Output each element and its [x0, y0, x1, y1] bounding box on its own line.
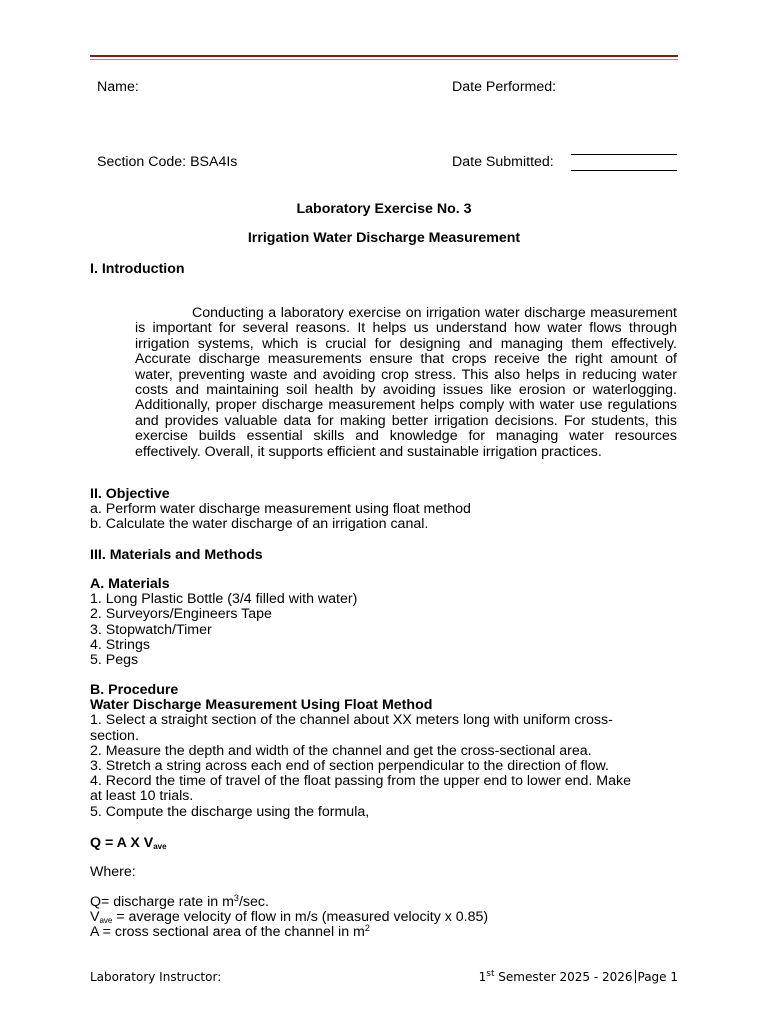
semester-number: 1	[478, 970, 487, 984]
q-definition	[90, 895, 680, 910]
v-symbol: V	[90, 909, 100, 926]
procedure-line: 3. Stretch a string across each end of section perpendicular to the direction of flow.	[90, 758, 609, 775]
materials-heading: A. Materials	[90, 576, 170, 592]
date-submitted-line-bottom	[571, 170, 677, 171]
footer-instructor: Laboratory Instructor:	[90, 970, 222, 984]
objective-item: a. Perform water discharge measurement using float method	[90, 501, 471, 518]
materials-methods-heading: III. Materials and Methods	[90, 547, 263, 563]
definitions	[90, 895, 680, 941]
semester-text: Semester 2025 - 2026	[494, 970, 633, 984]
a-definition	[90, 925, 680, 940]
where-label: Where:	[90, 864, 136, 880]
objective-item: b. Calculate the water discharge of an irrigation canal.	[90, 516, 429, 533]
introduction-heading: I. Introduction	[90, 261, 185, 277]
objective-section	[90, 487, 680, 533]
q-definition-tail: /sec.	[238, 894, 269, 910]
section-code-label: Section Code: BSA4Is	[97, 154, 238, 170]
introduction-paragraph: Conducting a laboratory exercise on irrigation water discharge measurement is important for several reasons. It helps us understand how water flows through irrigation systems, which is crucial for designing and managing them effectively. Accurate discharge measurements ensure that crops receive the right amount of water, preventing waste and avoiding crop stress. This also helps in reducing water costs and maintaining soil health by avoiding issues like erosion or waterlogging. Additionally, proper discharge measurement helps comply with water use regulations and provides valuable data for making better irrigation decisions. For students, this exercise builds essential skills and knowledge for managing water resources effectively. Overall, it supports efficient and sustainable irrigation practices.	[135, 305, 677, 460]
header-rule	[90, 55, 678, 57]
procedure-line: at least 10 trials.	[90, 788, 194, 805]
material-item: 5. Pegs	[90, 652, 139, 669]
a-definition-text: A = cross sectional area of the channel in m	[90, 924, 365, 941]
footer-divider	[635, 970, 636, 983]
procedure-line: 4. Record the time of travel of the float passing from the upper end to lower end. Make	[90, 773, 631, 790]
exercise-topic: Irrigation Water Discharge Measurement	[247, 230, 521, 246]
formula-subscript: ave	[153, 842, 167, 851]
q-definition-sup: 3	[233, 893, 239, 903]
material-item: 1. Long Plastic Bottle (3/4 filled with water)	[90, 591, 358, 608]
procedure-line: 1. Select a straight section of the channel about XX meters long with uniform cross-	[90, 712, 613, 729]
v-definition-text: = average velocity of flow in m/s (measured velocity x 0.85)	[112, 909, 489, 926]
semester-ordinal: st	[486, 969, 495, 979]
material-item: 4. Strings	[90, 636, 150, 653]
procedure-line: section.	[90, 727, 139, 744]
a-definition-sup: 2	[364, 923, 370, 934]
procedure-section	[90, 683, 680, 820]
formula-main: Q = A X V	[90, 835, 154, 851]
v-subscript: ave	[99, 916, 113, 926]
procedure-line: 5. Compute the discharge using the formula,	[90, 803, 370, 820]
date-submitted-line-top	[571, 154, 677, 155]
procedure-line: 2. Measure the depth and width of the channel and get the cross-sectional area.	[90, 742, 592, 759]
date-submitted-label: Date Submitted:	[452, 154, 554, 170]
discharge-formula	[90, 835, 167, 851]
procedure-subheading: Water Discharge Measurement Using Float Method	[90, 697, 433, 714]
q-definition-text: Q= discharge rate in m	[90, 894, 234, 910]
name-label: Name:	[97, 79, 139, 95]
material-item: 2. Surveyors/Engineers Tape	[90, 606, 272, 623]
objective-heading: II. Objective	[90, 486, 170, 502]
page-number: Page 1	[637, 970, 678, 984]
procedure-heading: B. Procedure	[90, 682, 179, 698]
exercise-title: Laboratory Exercise No. 3	[296, 201, 472, 217]
material-item: 3. Stopwatch/Timer	[90, 621, 212, 638]
footer-page-info	[479, 970, 678, 984]
materials-section	[90, 577, 680, 668]
header-rule-thin	[90, 59, 678, 60]
date-performed-label: Date Performed:	[452, 79, 557, 95]
